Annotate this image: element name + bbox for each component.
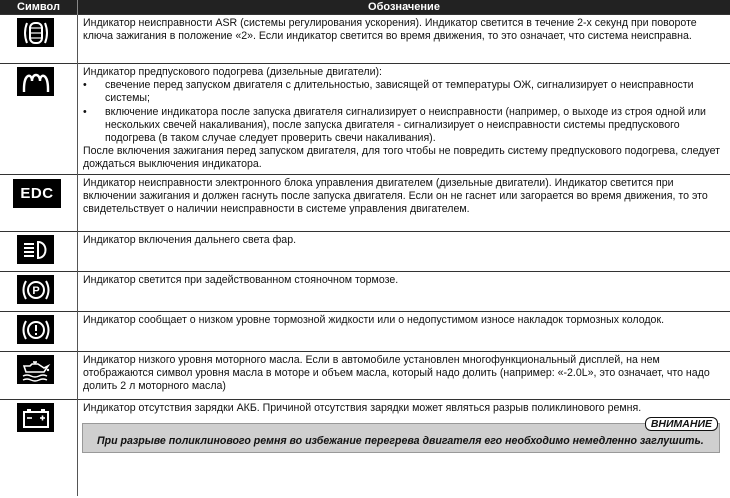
glow-plug-icon	[17, 67, 54, 96]
table-header	[0, 0, 730, 15]
oil-level-icon	[17, 355, 54, 384]
battery-icon	[17, 403, 54, 432]
table-row	[0, 272, 730, 312]
glow-intro: Индикатор предпускового подогрева (дизельные двигатели):	[83, 66, 382, 78]
edc-icon: EDC	[13, 179, 61, 208]
header-symbol: Символ	[0, 0, 78, 15]
table-row	[0, 352, 730, 400]
table-row	[0, 400, 730, 496]
list-item: • включение индикатора после запуска двигателя сигнализирует о неисправности (например, о выходе из строя одной или нескольких свечей накаливания), после запуска двигателя - сигнализирует о неисправности системы предпускового подогрева (в таком случае следует проверить свечи накаливания).	[83, 105, 706, 145]
table-row	[0, 175, 730, 232]
table-row	[0, 64, 730, 175]
high-beam-icon	[17, 235, 54, 264]
table-row	[0, 232, 730, 272]
warning-callout	[82, 418, 726, 453]
row-description: Индикатор светится при задействованном стояночном тормозе.	[78, 272, 730, 312]
brake-warning-icon	[17, 315, 54, 344]
table-row	[0, 312, 730, 352]
svg-text:P: P	[31, 284, 40, 297]
header-meaning: Обозначение	[78, 0, 730, 15]
glow-outro: После включения зажигания перед запуском двигателя, для того чтобы не повредить систему предпускового подогрева, следует дождаться выключения индикатора.	[83, 145, 720, 171]
row-description: Индикатор низкого уровня моторного масла. Если в автомобиле установлен многофункциональный дисплей, на нем отображаются символ уровня масла в моторе и объем масла, который надо долить (например: «-2.0L», это означает, что надо долить 2 л моторного масла)	[78, 352, 730, 400]
warning-text: При разрыве поликлинового ремня во избежание перегрева двигателя его необходимо немедленно заглушить.	[82, 423, 720, 453]
row-description: Индикатор отсутствия зарядки АКБ. Причиной отсутствия зарядки может являться разрыв поликлинового ремня.	[83, 402, 642, 414]
row-description: Индикатор сообщает о низком уровне тормозной жидкости или о недопустимом износе накладок тормозных колодок.	[78, 312, 730, 352]
row-description: Индикатор неисправности ASR (системы регулирования ускорения). Индикатор светится в течение 2-х секунд при повороте ключа зажигания в положение «2». Если индикатор светится во время движения, то это означает, что система неисправна.	[78, 15, 730, 64]
list-item: • свечение перед запуском двигателя с длительностью, зависящей от температуры ОЖ, сигнализирует о неисправности системы;	[83, 79, 694, 105]
warning-tag: ВНИМАНИЕ	[645, 417, 718, 431]
row-description: Индикатор неисправности электронного блока управления двигателем (дизельные двигатели). Индикатор светится при включении зажигания и должен гаснуть после запуска двигателя. Если он не гаснет или загорается во время движения, то это свидетельствует о наличии неисправности в системе управления двигателем.	[78, 175, 730, 232]
row-description	[78, 64, 730, 175]
table-row	[0, 15, 730, 64]
asr-icon	[17, 18, 54, 47]
parking-brake-icon	[17, 275, 54, 304]
row-description: Индикатор включения дальнего света фар.	[78, 232, 730, 272]
